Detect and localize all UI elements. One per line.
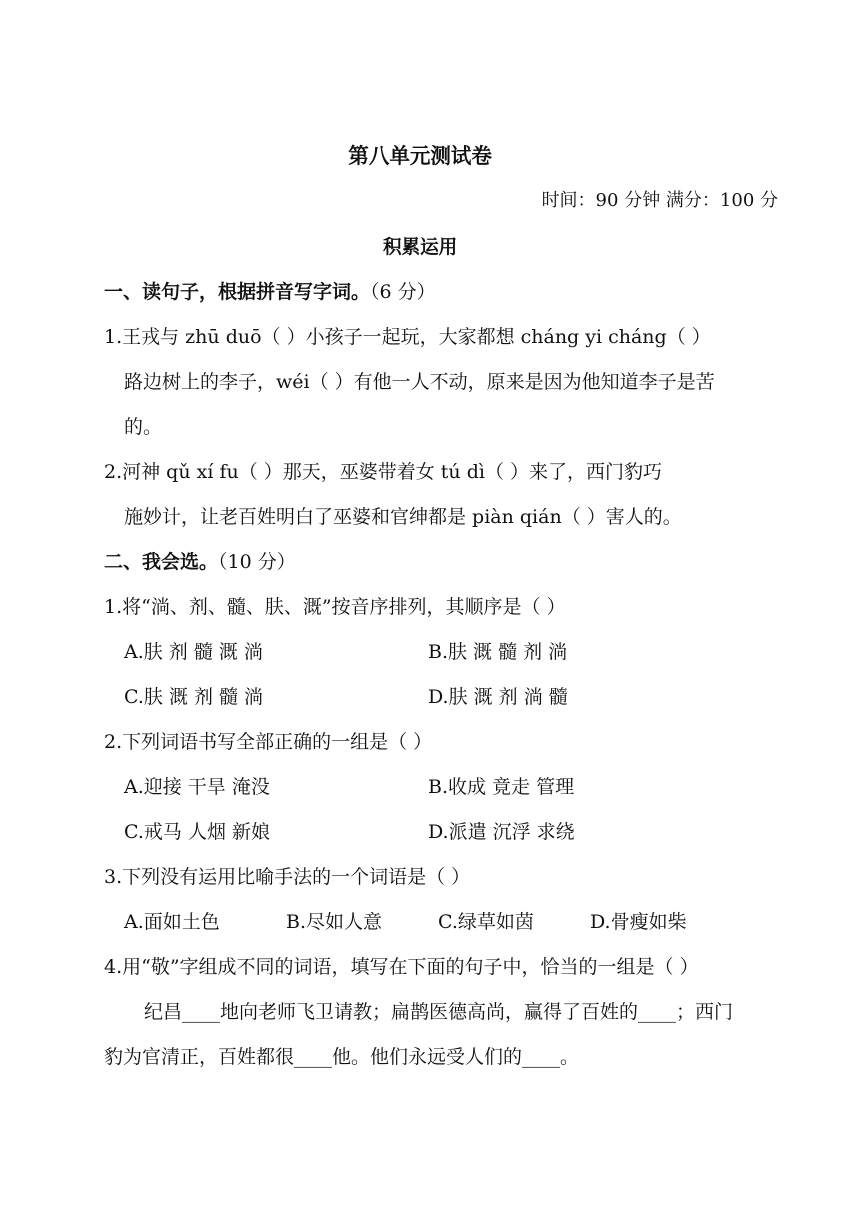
part2-q2-option-a: A.迎接 干旱 淹没 xyxy=(124,776,270,798)
part1-q1-line1: 1.王戎与 zhū duō（ ）小孩子一起玩，大家都想 cháng yi cháng（ ） xyxy=(104,326,711,348)
part2-q1-option-c: C.肤 溉 剂 髓 淌 xyxy=(124,686,264,708)
part2-heading-line xyxy=(104,550,296,574)
part1-heading-line xyxy=(104,280,436,304)
part1-q1-line2: 路边树上的李子，wéi（ ）有他一人不动，原来是因为他知道李子是苦 xyxy=(124,371,715,393)
part1-q2-line2: 施妙计，让老百姓明白了巫婆和官绅都是 piàn qián（ ）害人的。 xyxy=(124,506,682,528)
part1-q1-line3: 的。 xyxy=(124,416,163,438)
part2-q3-stem: 3.下列没有运用比喻手法的一个词语是（ ） xyxy=(104,866,471,888)
part2-q2-option-c: C.戒马 人烟 新娘 xyxy=(124,821,270,843)
part2-score: （10 分） xyxy=(218,551,296,573)
part2-q2-option-b: B.收成 竟走 管理 xyxy=(428,776,575,798)
part2-q3-option-b: B.尽如人意 xyxy=(286,911,383,933)
part2-q3-option-a: A.面如土色 xyxy=(124,911,220,933)
part2-q4-line2: 豹为官清正，百姓都很____他。他们永远受人们的____。 xyxy=(104,1046,580,1068)
part2-q1-stem: 1.将“淌、剂、髓、肤、溉”按音序排列，其顺序是（ ） xyxy=(104,596,566,618)
part2-q4-stem: 4.用“敬”字组成不同的词语，填写在下面的句子中，恰当的一组是（ ） xyxy=(104,956,699,978)
part2-q3-option-c: C.绿草如茵 xyxy=(438,911,534,933)
part2-q2-option-d: D.派遣 沉浮 求绕 xyxy=(428,821,575,843)
page-title: 第八单元测试卷 xyxy=(348,144,492,168)
part2-q3-option-d: D.骨瘦如柴 xyxy=(590,911,687,933)
section-header: 积累运用 xyxy=(382,236,458,258)
part1-score: （6 分） xyxy=(370,281,436,303)
part2-q1-option-a: A.肤 剂 髓 溉 淌 xyxy=(124,641,263,663)
part2-q1-option-b: B.肤 溉 髓 剂 淌 xyxy=(428,641,568,663)
part2-q2-stem: 2.下列词语书写全部正确的一组是（ ） xyxy=(104,731,433,753)
part2-q1-option-d: D.肤 溉 剂 淌 髓 xyxy=(428,686,568,708)
time-score-info: 时间：90 分钟 满分：100 分 xyxy=(541,190,778,211)
part1-q2-line1: 2.河神 qǔ xí fu（ ）那天，巫婆带着女 tú dì（ ）来了，西门豹巧 xyxy=(104,461,662,483)
part1-heading: 一、读句子，根据拼音写字词。 xyxy=(104,281,371,303)
part2-q4-line1: 纪昌____地向老师飞卫请教；扁鹊医德高尚，赢得了百姓的____；西门 xyxy=(144,1001,734,1023)
part2-heading: 二、我会选。 xyxy=(104,551,219,573)
